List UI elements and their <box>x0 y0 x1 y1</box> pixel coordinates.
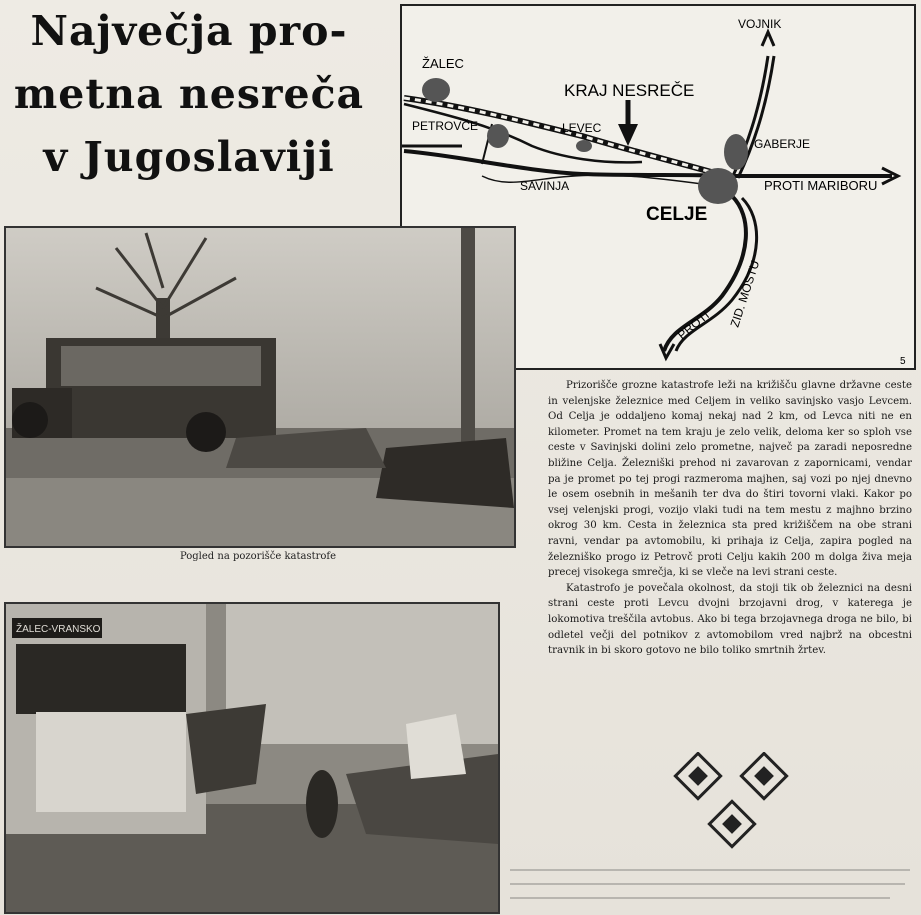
ornament-icon <box>741 753 786 798</box>
headline <box>4 0 374 189</box>
photo-crash-scene-image <box>6 228 514 546</box>
headline-line-1: Največja pro- <box>30 7 348 55</box>
headline-line-2: metna nesreča <box>13 70 365 118</box>
label-celje: CELJE <box>646 204 708 225</box>
article-paragraph-1: Prizorišče grozne katastrofe leži na križišču glavne državne ceste in velenjske železnice med Celjem in veliko savinjsko vasjo Levcem. Od Celja je oddaljeno komaj nekaj nad 2 km, od Levca niti ne en kilometer. Promet na tem kraju je zelo velik, deloma ker so sploh vse ceste v Savinjski dolini zelo prometne, največ pa zaradi neposredne bližine Celja. Železniški prehod ni zavarovan z zapornicami, vendar pa je promet po tej progi razmeroma majhen, saj vozi po njej dnevno le osem osebnih in mešanih ter dva do štiri tovorni vlaki. Kakor po vsej velenjski progi, vozijo vlaki tudi na tem mestu z majhno brzino okrog 30 km. Cesta in železnica sta pred križiščem na obe strani ravni, vendar pa avtomobilu, ki prihaja iz Celja, zapira pogled na železniško progo iz Petrovč proti Celju kakih 200 m dolga živa meja precej visokega smrečja, ki se vleče na levi strani ceste. <box>548 380 912 579</box>
town-petrovce <box>487 124 509 148</box>
accident-arrow-head <box>618 124 638 146</box>
bleed-through-text <box>510 860 915 910</box>
page-mark: 5 <box>900 356 906 367</box>
label-gaberje: GABERJE <box>754 137 811 151</box>
label-proti: PROTI <box>674 308 713 343</box>
label-zid-mostu: ZID. MOSTU <box>727 258 763 329</box>
label-petrovce: PETROVČE <box>412 119 479 133</box>
label-proti-mariboru: PROTI MARIBORU <box>764 178 878 193</box>
town-gaberje <box>724 134 748 170</box>
label-levec: LEVEC <box>562 121 602 135</box>
label-kraj-nesrece: KRAJ NESREČE <box>564 81 695 100</box>
bus-sign: ŽALEC-VRANSKO <box>16 624 101 635</box>
photo-caption: Pogled na pozorišče katastrofe <box>179 551 337 562</box>
photo-crash-scene <box>4 226 516 548</box>
article-paragraph-2: Katastrofo je povečala okolnost, da stoji tik ob železnici na desni strani ceste proti Levcu dvojni brzojavni drog, v katerega je lokomotiva treščila avtobus. Ako bi tega brzojavnega droga ne bilo, bi odletel večji del potnikov z avtomobilom vred najbrž na obcestni travnik in bi skoro gotovo ne bilo toliko smrtnih žrtev. <box>548 582 912 657</box>
article-body <box>548 378 912 659</box>
railway-outer <box>404 98 732 178</box>
town-celje <box>698 168 738 204</box>
photo-wrecked-bus <box>4 602 500 914</box>
label-savinja: SAVINJA <box>520 179 570 193</box>
label-zalec: ŽALEC <box>422 56 464 71</box>
town-levec <box>576 140 592 152</box>
ornament-icon <box>675 753 720 798</box>
ornament-icons <box>672 752 792 852</box>
arrow-vojnik <box>762 32 774 46</box>
ornament-icon <box>709 801 754 846</box>
photo-wrecked-bus-image <box>6 604 498 912</box>
town-zalec <box>422 78 450 102</box>
headline-line-3: v Jugoslaviji <box>43 133 335 181</box>
label-vojnik: VOJNIK <box>738 17 782 31</box>
